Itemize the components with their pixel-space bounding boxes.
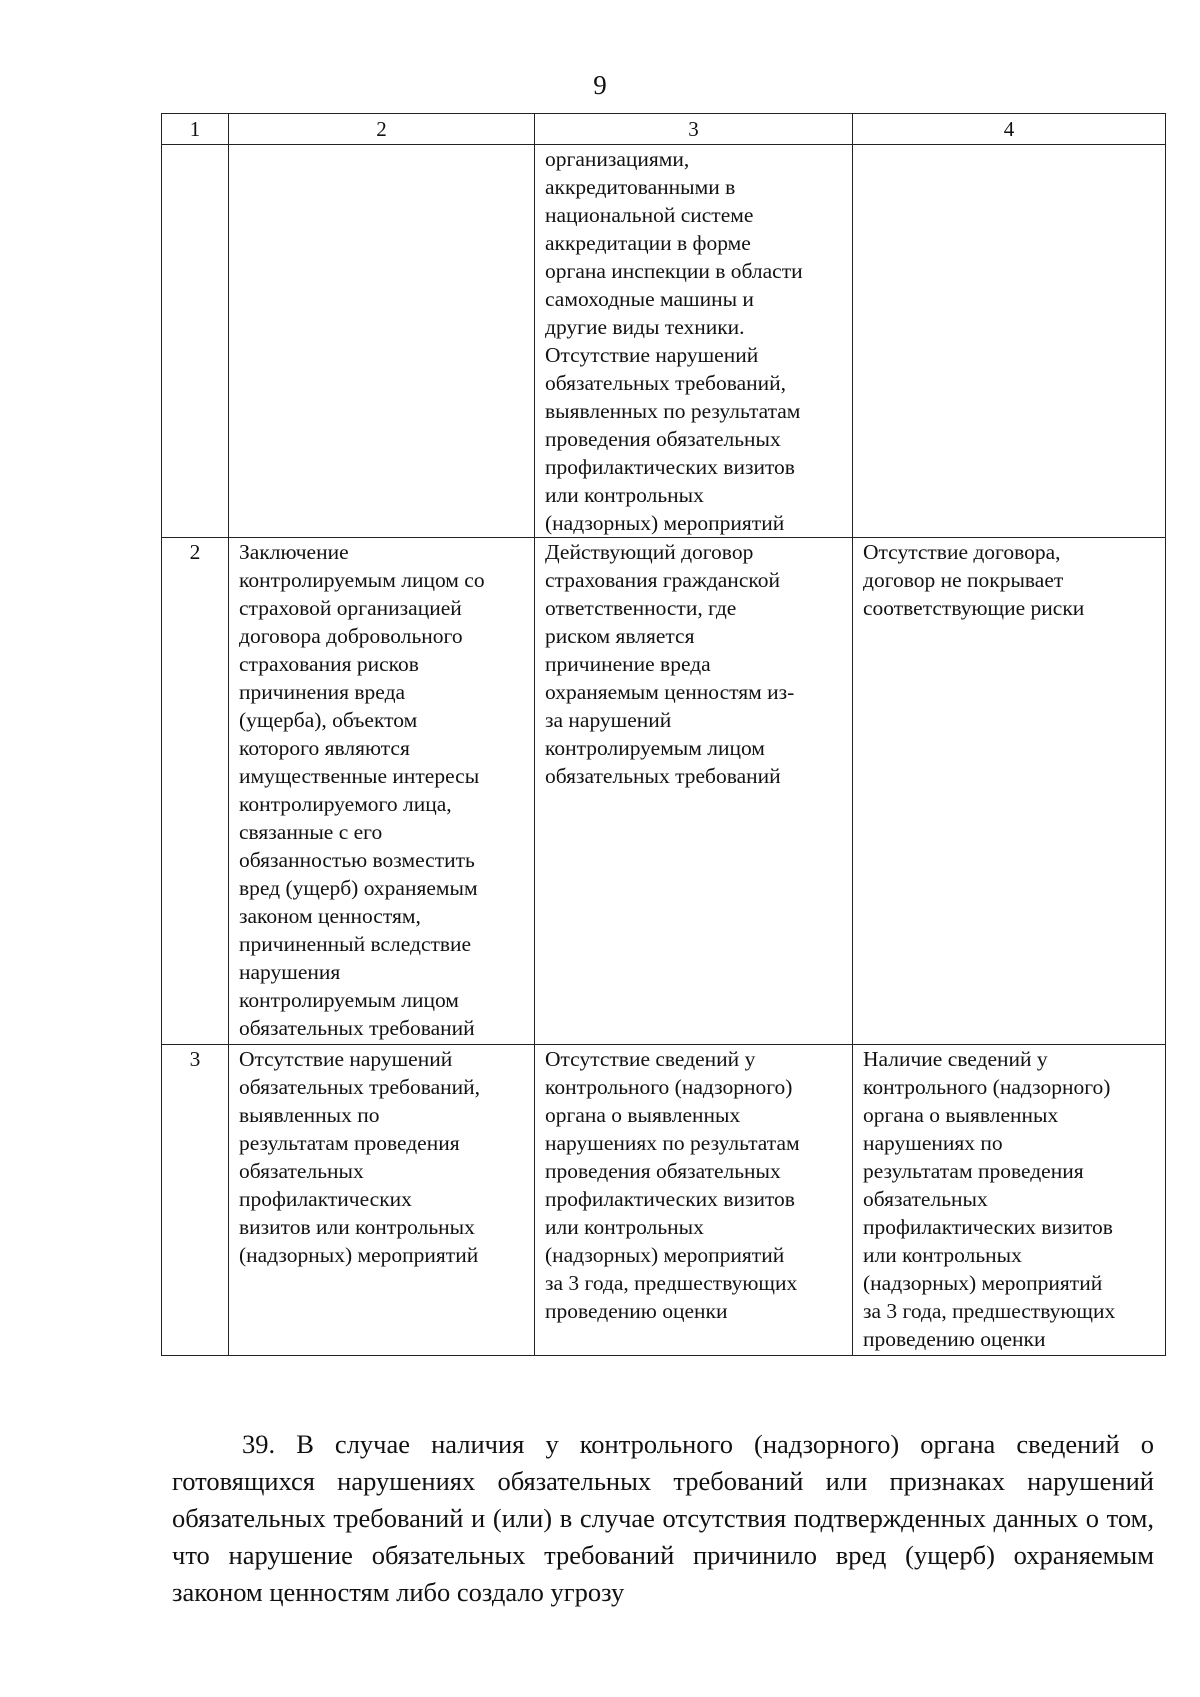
indicator-text: Заключение контролируемым лицом со страховой организацией договора добровольного страхования рисков причинения вреда (ущерба), объектом которого являются имущественные интересы контролируемого лица, связанные с его обязанностью возместить вред (ущерб) охраняемым законом ценностям, причиненный вследствие нарушения контролируемым лицом обязательных требований xyxy=(239,540,485,1040)
table-row xyxy=(162,1045,1166,1356)
compliance-criteria-text: Отсутствие сведений у контрольного (надзорного) органа о выявленных нарушениях по результатам проведения обязательных профилактических визитов или контрольных (надзорных) мероприятий за 3 года, предшествующих проведению оценки xyxy=(545,1047,800,1323)
indicator-cell xyxy=(229,145,535,538)
indicator-cell xyxy=(229,1045,535,1356)
criteria-table xyxy=(161,113,1166,1356)
row-number-cell: 3 xyxy=(162,1045,229,1356)
noncompliance-criteria-text: Отсутствие договора, договор не покрывает соответствующие риски xyxy=(863,540,1085,620)
header-cell-3: 3 xyxy=(535,114,853,145)
compliance-criteria-text: Действующий договор страхования гражданской ответственности, где риском является причинение вреда охраняемым ценностям из- за нарушений контролируемым лицом обязательных требований xyxy=(545,540,795,788)
header-cell-2: 2 xyxy=(229,114,535,145)
page-number: 9 xyxy=(593,70,607,100)
compliance-criteria-cell xyxy=(535,145,853,538)
row-number-cell: 2 xyxy=(162,538,229,1045)
row-number-cell xyxy=(162,145,229,538)
header-cell-1: 1 xyxy=(162,114,229,145)
table-header-row xyxy=(162,114,1166,145)
paragraph-39: 39. В случае наличия у контрольного (надзорного) органа сведений о готовящихся нарушениях обязательных требований или признаках нарушений обязательных требований и (или) в случае отсутствия подтвержденных данных о том, что нарушение обязательных требований причинило вред (ущерб) охраняемым законом ценностям либо создало угрозу xyxy=(172,1428,1154,1607)
compliance-criteria-cell xyxy=(535,538,853,1045)
compliance-criteria-text: организациями, аккредитованными в национальной системе аккредитации в форме органа инспекции в области самоходные машины и другие виды техники. Отсутствие нарушений обязательных требований, выявленных по результатам проведения обязательных профилактических визитов или контрольных (надзорных) мероприятий xyxy=(545,147,803,535)
indicator-cell xyxy=(229,538,535,1045)
noncompliance-criteria-cell xyxy=(853,1045,1166,1356)
header-cell-4: 4 xyxy=(853,114,1166,145)
compliance-criteria-cell xyxy=(535,1045,853,1356)
noncompliance-criteria-cell xyxy=(853,538,1166,1045)
table-row xyxy=(162,145,1166,538)
noncompliance-criteria-text: Наличие сведений у контрольного (надзорного) органа о выявленных нарушениях по результатам проведения обязательных профилактических визитов или контрольных (надзорных) мероприятий за 3 года, предшествующих проведению оценки xyxy=(863,1047,1116,1351)
indicator-text: Отсутствие нарушений обязательных требований, выявленных по результатам проведения обязательных профилактических визитов или контрольных (надзорных) мероприятий xyxy=(239,1047,481,1267)
noncompliance-criteria-cell xyxy=(853,145,1166,538)
table-row xyxy=(162,538,1166,1045)
